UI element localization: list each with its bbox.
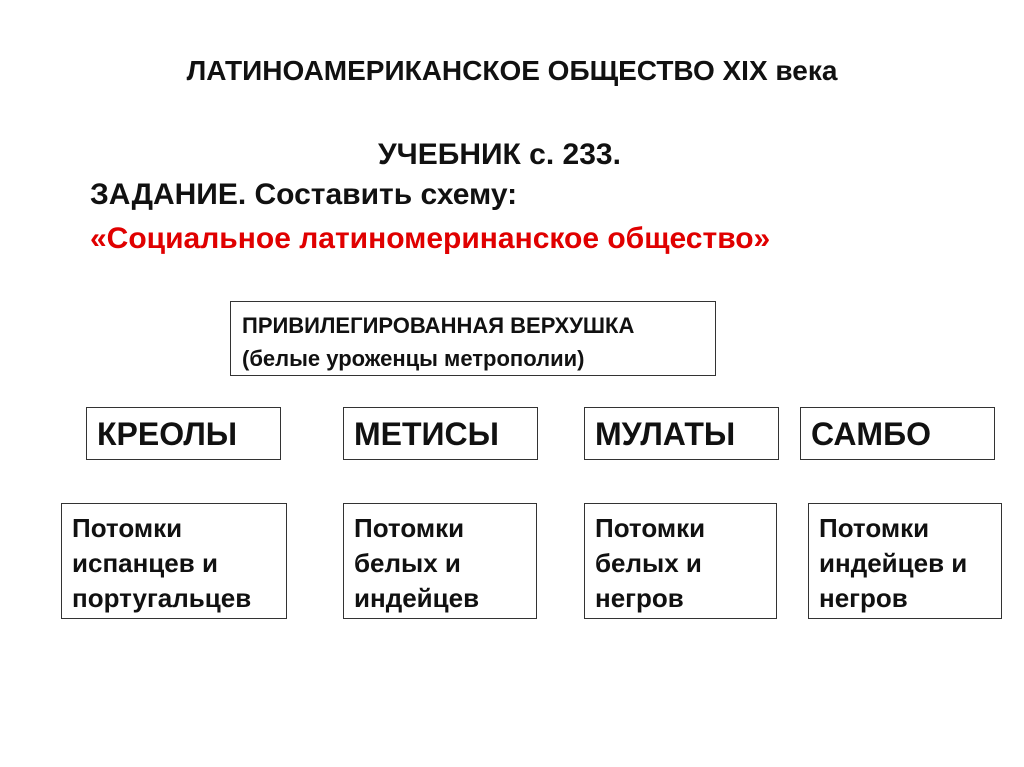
privileged-elite-box	[230, 301, 716, 376]
group-label-mulattoes: МУЛАТЫ	[595, 416, 736, 452]
description-box-mestizos	[343, 503, 537, 619]
group-box-mulattoes	[584, 407, 779, 460]
description-line: испанцев и	[72, 548, 218, 578]
description-line: белых и	[595, 548, 702, 578]
description-line: негров	[595, 583, 684, 613]
group-box-zambos	[800, 407, 995, 460]
description-box-creoles	[61, 503, 287, 619]
description-line: Потомки	[819, 513, 930, 543]
privileged-elite-label: ПРИВИЛЕГИРОВАННАЯ ВЕРХУШКА	[242, 313, 635, 338]
description-line: белых и	[354, 548, 461, 578]
description-line: Потомки	[354, 513, 465, 543]
description-line: Потомки	[72, 513, 183, 543]
group-label-zambos: САМБО	[811, 416, 931, 452]
group-box-mestizos	[343, 407, 538, 460]
textbook-reference: УЧЕБНИК с. 233.	[378, 138, 621, 171]
description-box-mulattoes	[584, 503, 777, 619]
scheme-subject: «Социальное латиномеринанское общество»	[90, 222, 771, 255]
description-line: Потомки	[595, 513, 706, 543]
task-text: ЗАДАНИЕ. Составить схему:	[90, 178, 518, 211]
group-box-creoles	[86, 407, 281, 460]
description-box-zambos	[808, 503, 1002, 619]
description-line: индейцев и	[819, 548, 968, 578]
group-label-creoles: КРЕОЛЫ	[97, 416, 238, 452]
group-label-mestizos: МЕТИСЫ	[354, 416, 499, 452]
privileged-elite-note: (белые уроженцы метрополии)	[242, 346, 585, 371]
description-line: индейцев	[354, 583, 480, 613]
description-line: негров	[819, 583, 908, 613]
description-line: португальцев	[72, 583, 252, 613]
page-title: ЛАТИНОАМЕРИКАНСКОЕ ОБЩЕСТВО XIX века	[186, 55, 838, 86]
